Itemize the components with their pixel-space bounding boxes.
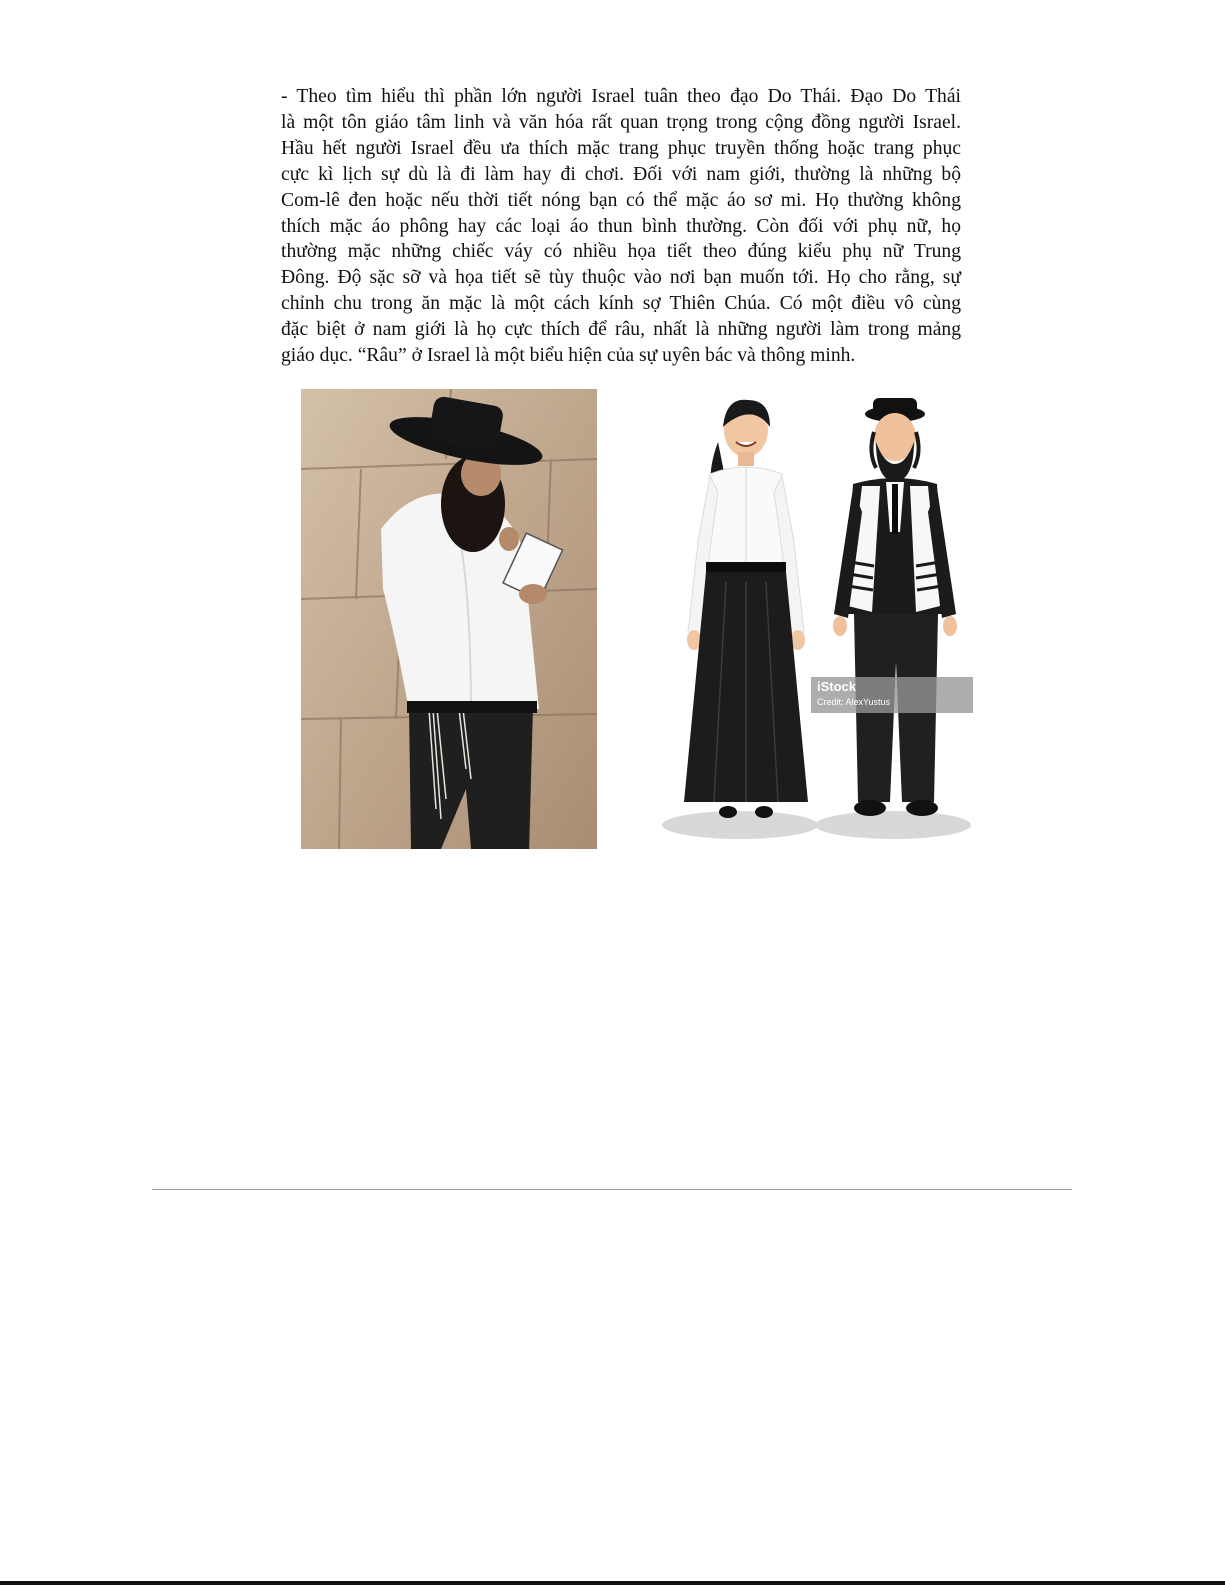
paragraph-line: là một tôn giáo tâm linh và văn hóa rất quan trọng trong cộng đồng người Israel. bbox=[281, 111, 961, 133]
man-reading-photo bbox=[301, 389, 597, 849]
paragraph-line: cực kì lịch sự dù là đi làm hay đi chơi. Đối với nam giới, thường là những bộ bbox=[281, 163, 961, 185]
paragraph-line: giáo dục. “Râu” ở Israel là một biểu hiện của sự uyên bác và thông minh. bbox=[281, 345, 856, 367]
paragraph-line: Com-lê đen hoặc nếu thời tiết nóng bạn có thể mặc áo sơ mi. Họ thường không bbox=[281, 189, 961, 211]
paragraph-line: Hầu hết người Israel đều ưa thích mặc trang phục truyền thống hoặc trang phục bbox=[281, 137, 961, 159]
paragraph-line: - Theo tìm hiểu thì phần lớn người Israel tuân theo đạo Do Thái. Đạo Do Thái bbox=[281, 86, 961, 107]
body-paragraph bbox=[281, 84, 961, 369]
page-bottom-edge bbox=[0, 1581, 1225, 1585]
page-footer-divider bbox=[152, 1189, 1072, 1190]
traditional-clothing-illustration bbox=[648, 392, 980, 845]
paragraph-line: đặc biệt ở nam giới là họ cực thích để râu, nhất là những người làm trong mảng bbox=[281, 319, 961, 341]
watermark-brand: iStock bbox=[817, 679, 857, 694]
man-reading-drawing bbox=[301, 389, 597, 849]
istock-watermark bbox=[811, 677, 973, 713]
paragraph-line: Đông. Độ sặc sỡ và họa tiết sẽ tùy thuộc vào nơi bạn muốn tới. Họ cho rằng, sự bbox=[281, 267, 961, 289]
paragraph-line: thường mặc những chiếc váy có nhiều họa tiết theo đúng kiểu phụ nữ Trung bbox=[281, 241, 961, 263]
paragraph-line: chỉnh chu trong ăn mặc là một cách kính sợ Thiên Chúa. Có một điều vô cùng bbox=[281, 293, 961, 315]
watermark-credit: Credit: AlexYustus bbox=[817, 697, 891, 707]
couple-illustration-drawing bbox=[648, 392, 980, 845]
paragraph-line: thích mặc áo phông hay các loại áo thun bình thường. Còn đối với phụ nữ, họ bbox=[281, 215, 961, 237]
